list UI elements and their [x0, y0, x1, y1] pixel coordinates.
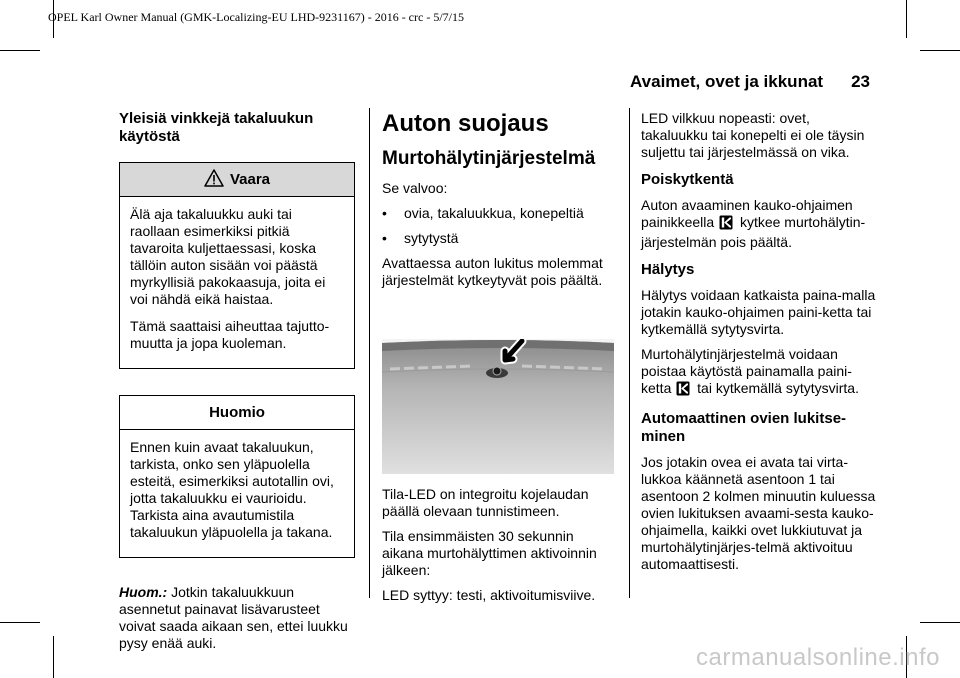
- warning-box: [119, 162, 355, 369]
- alarm-paragraph-1: Hälytys voidaan katkaista paina-malla jotakin kauko-ohjaimen paini-ketta tai kytkemällä sytytysvirta.: [641, 287, 876, 337]
- notice-body: [120, 430, 354, 557]
- column-left: [119, 110, 355, 660]
- dashboard-sensor-figure: [382, 339, 614, 474]
- led-on-paragraph: LED syttyy: testi, aktivoitumisviive.: [382, 587, 596, 603]
- crop-mark: [53, 636, 54, 678]
- list-item: [382, 230, 618, 247]
- bullet-glyph: •: [382, 230, 387, 246]
- unlock-paragraph: Avattaessa auton lukitus molemmat järjestelmät kytkeytyvät pois päältä.: [382, 255, 603, 288]
- column-right: [641, 110, 877, 581]
- figure-caption: Tila-LED on integroitu kojelaudan päällä olevaan tunnistimeen.: [382, 486, 589, 519]
- vehicle-security-heading: Auton suojaus: [382, 110, 549, 137]
- column-divider: [629, 108, 630, 598]
- crop-mark: [920, 622, 960, 623]
- warning-header: [120, 163, 354, 197]
- crop-mark: [920, 50, 960, 51]
- auto-lock-heading: Automaattinen ovien lukitse-minen: [641, 410, 847, 445]
- warning-text: Älä aja takaluukku auki tai raollaan esimerkiksi pitkiä tavaroita kuljettaessasi, koska tällöin auton sisään voi päästä myrkyllisiä pakokaasuja, joita ei voi nähdä eikä haistaa.: [130, 206, 326, 307]
- note-label: Huom.:: [119, 584, 168, 600]
- crop-mark: [906, 0, 907, 38]
- anti-theft-alarm-heading: Murtohälytinjärjestelmä: [382, 148, 596, 169]
- list-item-text: sytytystä: [404, 230, 459, 246]
- warning-triangle-icon: [204, 169, 224, 191]
- alarm-text-a: Murtohälytinjärjestelmä voidaan poistaa käytöstä painamalla paini-ketta: [641, 346, 852, 396]
- notice-text: Ennen kuin avaat takaluukun, tarkista, onko sen yläpuolella esteitä, esimerkiksi autotallin ovi, jotta takaluukku ei vaurioidu. Tarkista aina avautumistila takaluukun yläpuolella ja takana.: [130, 439, 334, 540]
- page-number: 23: [851, 72, 870, 91]
- unlock-key-icon: [719, 215, 733, 234]
- document-meta: OPEL Karl Owner Manual (GMK-Localizing-EU LHD-9231167) - 2016 - crc - 5/7/15: [48, 10, 464, 24]
- alarm-heading: Hälytys: [641, 261, 695, 278]
- running-head: [630, 72, 870, 92]
- column-divider: [369, 108, 370, 598]
- bullet-glyph: •: [382, 205, 387, 221]
- note-text: Jotkin takaluukkuun asennetut painavat lisävarusteet voivat saada aikaan sen, ettei luukku pysy enää auki.: [119, 584, 348, 651]
- alarm-text-b: tai kytkemällä sytytysvirta.: [697, 380, 859, 396]
- warning-title: Vaara: [229, 171, 271, 188]
- monitors-intro: Se valvoo:: [382, 180, 448, 196]
- first-30s-paragraph: Tila ensimmäisten 30 sekunnin aikana murtohälyttimen aktivoinnin jälkeen:: [382, 528, 597, 578]
- alarm-paragraph-2: [641, 346, 877, 400]
- notice-box: [119, 395, 355, 558]
- section-title: Avaimet, ovet ja ikkunat: [630, 72, 824, 91]
- disarming-heading: Poiskytkentä: [641, 171, 734, 188]
- column-middle: [382, 110, 618, 612]
- crop-mark: [0, 50, 40, 51]
- watermark: carmanualsonline.info: [696, 644, 940, 671]
- disarming-text-a: Auton avaaminen kauko-ohjaimen painikkeella: [641, 197, 853, 230]
- unlock-key-icon: [676, 381, 690, 400]
- notice-title: Huomio: [209, 404, 265, 421]
- crop-mark: [0, 622, 40, 623]
- disarming-paragraph: [641, 197, 877, 251]
- note-paragraph: [119, 584, 355, 652]
- tailgate-tips-heading: Yleisiä vinkkejä takaluukun käytöstä: [119, 110, 314, 145]
- led-blink-paragraph: LED vilkkuu nopeasti: ovet, takaluukku tai konepelti ei ole täysin suljettu tai järjestelmässä on vika.: [641, 110, 865, 160]
- notice-header: [120, 396, 354, 430]
- list-item-text: ovia, takaluukkua, konepeltiä: [404, 205, 584, 221]
- auto-lock-paragraph: Jos jotakin ovea ei avata tai virta-lukkoa käännetä asentoon 1 tai asentoon 2 kolmen minuutin kuluessa ovien lukituksen avaami-sesta kauko-ohjaimella, kaikki ovet lukkiutuvat ja murtohälytinjärjes-telmä aktivoituu automaattisesti.: [641, 454, 876, 572]
- warning-body: [120, 197, 354, 368]
- warning-text-consequence: Tämä saattaisi aiheuttaa tajutto-muutta ja jopa kuoleman.: [130, 318, 330, 351]
- disarming-text-b: kytkee murtohälytin-järjestelmän pois päältä.: [641, 214, 866, 250]
- list-item: [382, 205, 618, 222]
